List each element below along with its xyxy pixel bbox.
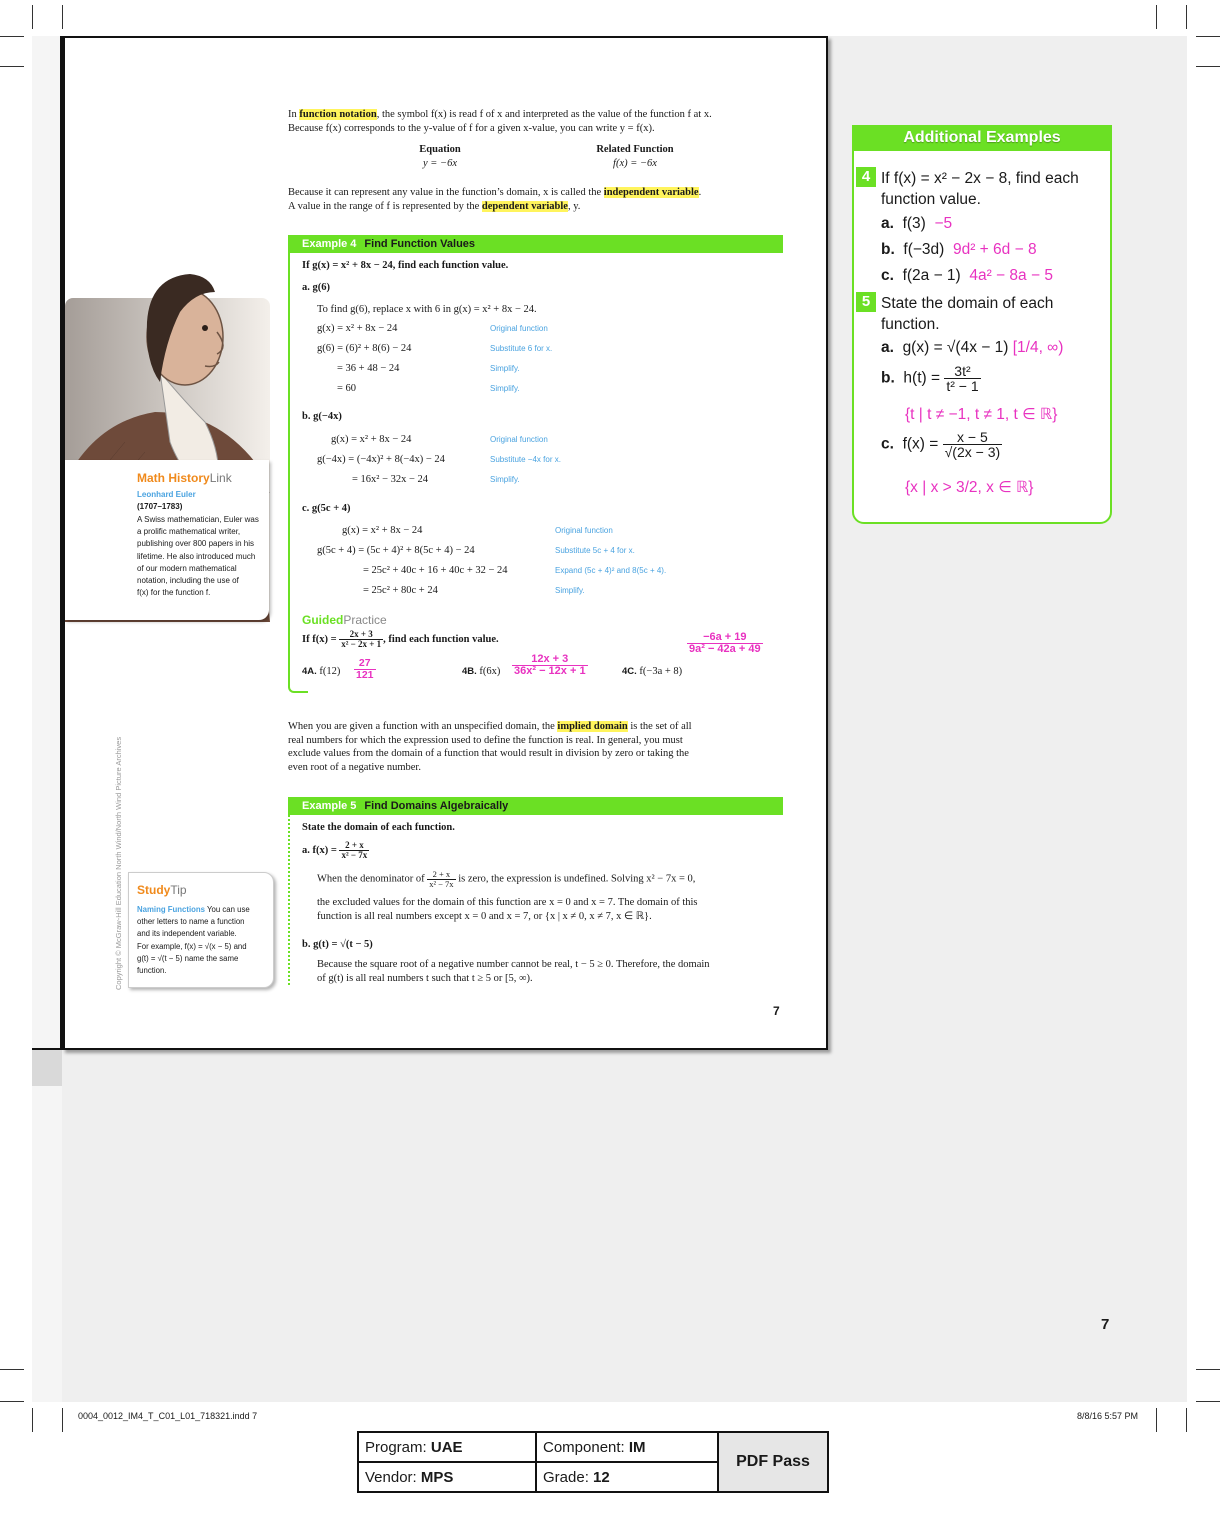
para-text: When the denominator of xyxy=(317,873,425,885)
q5c-answer: {x | x > 3/2, x ∈ ℝ} xyxy=(905,479,1034,496)
fraction-denominator: x² − 2x + 1 xyxy=(341,639,382,649)
fraction-denominator: t² − 1 xyxy=(946,378,979,394)
q4-item-a xyxy=(881,215,952,233)
para-text: Because it can represent any value in the function’s domain, x is called the xyxy=(288,187,604,198)
fraction-numerator: 2x + 3 xyxy=(339,630,383,640)
item-expr: h(t) = xyxy=(903,369,945,387)
part-b-label: b. g(t) = √(t − 5) xyxy=(302,939,373,950)
example-4-banner xyxy=(288,235,783,253)
part-a-explanation-2 xyxy=(317,896,777,923)
vendor-cell xyxy=(358,1462,536,1492)
question-expr: f(−3a + 8) xyxy=(639,666,683,677)
step-note: Original function xyxy=(490,435,548,444)
history-line: notation, including the use of xyxy=(137,576,239,586)
q4-item-b xyxy=(881,241,1037,259)
example-5-label: Example 5 xyxy=(302,800,357,812)
para-text: . xyxy=(698,187,702,198)
para-text: exclude values from the domain of a function that would result in division by zero or taking the xyxy=(288,748,689,759)
item-expr: f(2a − 1) xyxy=(902,267,961,284)
step-note: Original function xyxy=(490,324,548,333)
item-answer: 9d² + 6d − 8 xyxy=(952,241,1037,258)
photo-credit: Copyright © McGraw-Hill Education North Wind/North Wind Picture Archives xyxy=(114,736,123,990)
answer-denominator: 36x² − 12x + 1 xyxy=(514,665,586,677)
history-line: a prolific mathematical writer, xyxy=(137,527,241,537)
fraction-denominator: x² − 7x xyxy=(429,878,454,889)
question-line: function. xyxy=(881,316,940,333)
guided-4b xyxy=(462,665,500,679)
equation-heading: Equation xyxy=(419,144,461,155)
q5b-answer: {t | t ≠ −1, t ≠ 1, t ∈ ℝ} xyxy=(905,406,1058,423)
step-note: Substitute 5c + 4 for x. xyxy=(555,546,635,555)
para-text: A value in the range of f is represented by the xyxy=(288,200,482,212)
fraction-denominator: √(2x − 3) xyxy=(944,444,1001,460)
answer-4a xyxy=(354,658,376,680)
work-line: = 16x² − 32x − 24 xyxy=(352,474,429,485)
term-independent-variable: independent variable xyxy=(603,187,699,198)
question-expr: f(6x) xyxy=(479,666,501,677)
history-dates: (1707–1783) xyxy=(137,502,183,511)
related-column xyxy=(580,143,690,170)
grade-value: 12 xyxy=(593,1468,610,1486)
work-line: = 60 xyxy=(337,383,357,394)
part-b-explanation xyxy=(317,958,777,985)
question-number: 4A. xyxy=(302,666,317,677)
step-note: Simplify. xyxy=(490,475,520,484)
term-dependent-variable: dependent variable xyxy=(481,200,568,212)
tip-line: g(t) = √(t − 5) name the same xyxy=(137,953,239,963)
study-tip-title xyxy=(137,883,187,897)
part-a-intro: To find g(6), replace x with 6 in g(x) = x² + 8x − 24. xyxy=(317,304,537,315)
component-label: Component: xyxy=(543,1438,629,1456)
answer-numerator: 12x + 3 xyxy=(512,654,588,666)
para-text: When you are given a function with an unspecified domain, the xyxy=(288,721,558,732)
work-line: g(x) = x² + 8x − 24 xyxy=(342,525,423,536)
example-4-label: Example 4 xyxy=(302,238,357,250)
example-number-5: 5 xyxy=(856,292,876,312)
additional-q5 xyxy=(881,293,1053,335)
vendor-label: Vendor: xyxy=(365,1468,421,1486)
answer-numerator: 27 xyxy=(354,658,376,670)
prompt-text: If f(x) = xyxy=(302,633,340,645)
item-expr: f(x) = xyxy=(902,435,943,453)
example-4-frame xyxy=(288,253,308,693)
question-line: If f(x) = x² − 2x − 8, find each xyxy=(881,170,1079,187)
item-label: a. xyxy=(881,215,894,232)
item-label: a. xyxy=(881,339,894,356)
step-note: Simplify. xyxy=(490,364,520,373)
item-expr: g(x) = √(4x − 1) xyxy=(902,339,1009,356)
answer-4c xyxy=(687,632,763,655)
question-number: 4C. xyxy=(622,666,637,677)
work-line: = 25c² + 40c + 16 + 40c + 32 − 24 xyxy=(363,565,508,576)
question-number: 4B. xyxy=(462,666,477,677)
history-title xyxy=(137,471,232,485)
tip-line: For example, f(x) = √(x − 5) and xyxy=(137,941,247,951)
binding-tab xyxy=(32,1048,62,1086)
work-line: g(−4x) = (−4x)² + 8(−4x) − 24 xyxy=(317,454,445,465)
step-note: Simplify. xyxy=(555,586,585,595)
para-text: even root of a negative number. xyxy=(288,761,421,773)
history-body xyxy=(137,514,267,599)
question-line: State the domain of each xyxy=(881,295,1054,312)
variables-paragraph xyxy=(288,186,778,213)
work-line: g(6) = (6)² + 8(6) − 24 xyxy=(317,343,412,354)
binding-strip xyxy=(32,36,62,1402)
part-a-explanation xyxy=(317,870,777,888)
fraction-numerator: 2 + x xyxy=(339,841,369,851)
teacher-page-number: 7 xyxy=(1101,1316,1110,1333)
guided-4a xyxy=(302,665,340,679)
history-line: lifetime. He also introduced much xyxy=(137,551,256,561)
additional-q4 xyxy=(881,168,1079,210)
item-answer: −5 xyxy=(934,215,953,232)
guided-4c xyxy=(622,665,682,679)
history-line: of our modern mathematical xyxy=(137,563,237,573)
history-line: f(x) for the function f. xyxy=(137,588,211,598)
guided-prompt xyxy=(302,630,499,649)
part-a-label: a. g(6) xyxy=(302,282,330,293)
part-b-label: b. g(−4x) xyxy=(302,411,342,422)
q5-item-b xyxy=(881,364,981,393)
history-title-b: Link xyxy=(209,471,232,485)
tip-label: Tip xyxy=(170,883,187,897)
tip-line: function. xyxy=(137,966,167,976)
item-label: b. xyxy=(881,241,895,258)
question-line: function value. xyxy=(881,191,981,208)
para-text: function is all real numbers except x = 0 and x = 7, or {x | x ≠ 0, x ≠ 7, x ∈ ℝ}. xyxy=(317,910,652,922)
para-text: the excluded values for the domain of this function are x = 0 and x = 7. The domain of this xyxy=(317,897,698,908)
step-note: Original function xyxy=(555,526,613,535)
tip-line: other letters to name a function xyxy=(137,917,245,927)
additional-examples-header: Additional Examples xyxy=(852,125,1112,151)
component-value: IM xyxy=(628,1438,646,1456)
intro-text: In xyxy=(288,109,300,120)
work-line: g(x) = x² + 8x − 24 xyxy=(331,434,412,445)
tip-line: You can use xyxy=(207,905,250,914)
intro-text: Because f(x) corresponds to the y-value of f for a given x-value, you can write y = f(x). xyxy=(288,122,655,134)
related-value: f(x) = −6x xyxy=(613,157,657,169)
fraction-numerator: x − 5 xyxy=(943,430,1003,445)
history-person-name: Leonhard Euler xyxy=(137,490,196,499)
para-text: is the set of all xyxy=(627,721,692,732)
question-expr: f(12) xyxy=(319,666,341,677)
answer-numerator: −6a + 19 xyxy=(687,632,763,644)
para-text: real numbers for which the expression used to define the function is real. In general, you must xyxy=(288,734,683,746)
step-note: Substitute −4x for x. xyxy=(490,455,561,464)
work-line: = 36 + 48 − 24 xyxy=(337,363,400,374)
fraction-numerator: 2 + x xyxy=(427,870,455,880)
study-tip-body xyxy=(137,904,271,977)
q4-item-c xyxy=(881,267,1053,285)
example-number-4: 4 xyxy=(856,167,876,187)
implied-domain-paragraph xyxy=(288,720,768,774)
item-label: c. xyxy=(881,435,894,453)
para-text: of g(t) is all real numbers t such that t ≥ 5 or [5, ∞). xyxy=(317,972,533,984)
grade-cell xyxy=(536,1462,718,1492)
q5-item-a xyxy=(881,339,1063,357)
program-value: UAE xyxy=(430,1438,463,1456)
example-4-title: Find Function Values xyxy=(364,238,476,250)
item-expr: f(3) xyxy=(902,215,926,232)
intro-text: , the symbol f(x) is read f of x and interpreted as the value of the function f at x. xyxy=(376,109,712,120)
part-label: a. f(x) = xyxy=(302,844,340,856)
vendor-value: MPS xyxy=(420,1468,454,1486)
para-text: , y. xyxy=(567,200,581,212)
production-slug xyxy=(357,1431,829,1493)
fraction-denominator: x² − 7x xyxy=(341,850,368,860)
item-expr: f(−3d) xyxy=(903,241,945,258)
status-cell: PDF Pass xyxy=(718,1432,828,1492)
study-label: Study xyxy=(137,883,171,897)
related-heading: Related Function xyxy=(596,144,674,155)
history-line: A Swiss mathematician, Euler was xyxy=(137,515,259,524)
guided-practice-heading xyxy=(302,613,387,627)
step-note: Expand (5c + 4)² and 8(5c + 4). xyxy=(555,566,667,575)
guided-label: Guided xyxy=(302,613,344,627)
step-note: Substitute 6 for x. xyxy=(490,344,553,353)
para-text: Because the square root of a negative number cannot be real, t − 5 ≥ 0. Therefore, the domain xyxy=(317,959,710,970)
equation-column xyxy=(395,143,485,170)
part-c-label: c. g(5c + 4) xyxy=(302,503,351,514)
answer-denominator: 9a² − 42a + 49 xyxy=(689,643,761,655)
work-line: g(5c + 4) = (5c + 4)² + 8(5c + 4) − 24 xyxy=(317,545,475,556)
step-note: Simplify. xyxy=(490,384,520,393)
item-answer: 4a² − 8a − 5 xyxy=(969,267,1053,284)
answer-denominator: 121 xyxy=(356,668,374,681)
component-cell xyxy=(536,1432,718,1462)
program-label: Program: xyxy=(365,1438,431,1456)
program-cell xyxy=(358,1432,536,1462)
term-function-notation: function notation xyxy=(299,109,377,120)
item-answer: [1/4, ∞) xyxy=(1012,339,1064,356)
work-line: g(x) = x² + 8x − 24 xyxy=(317,323,398,334)
item-label: b. xyxy=(881,369,895,387)
file-name: 0004_0012_IM4_T_C01_L01_718321.indd 7 xyxy=(78,1411,258,1421)
item-label: c. xyxy=(881,267,894,284)
intro-paragraph xyxy=(288,108,768,135)
grade-label: Grade: xyxy=(543,1468,594,1486)
tip-line: and its independent variable. xyxy=(137,929,237,939)
answer-4b xyxy=(512,654,588,677)
example-5-frame xyxy=(288,815,290,985)
example-5-title: Find Domains Algebraically xyxy=(364,800,509,812)
equation-value: y = −6x xyxy=(423,157,457,169)
q5-item-c xyxy=(881,430,1002,459)
para-text: is zero, the expression is undefined. Solving x² − 7x = 0, xyxy=(458,873,696,885)
example-5-prompt: State the domain of each function. xyxy=(302,822,455,833)
example-4-prompt: If g(x) = x² + 8x − 24, find each function value. xyxy=(302,260,509,271)
file-date: 8/8/16 5:57 PM xyxy=(1077,1411,1139,1421)
work-line: = 25c² + 80c + 24 xyxy=(363,585,438,596)
history-line: publishing over 800 papers in his xyxy=(137,539,254,549)
fraction-numerator: 3t² xyxy=(944,364,980,379)
study-tip xyxy=(128,872,274,988)
example-5-banner xyxy=(288,797,783,815)
part-a-label xyxy=(302,841,369,860)
page-number: 7 xyxy=(773,1004,780,1018)
practice-label: Practice xyxy=(343,613,387,627)
prompt-text: , find each function value. xyxy=(383,633,499,645)
study-tip-subtitle: Naming Functions xyxy=(137,905,206,914)
term-implied-domain: implied domain xyxy=(557,721,628,732)
history-title-a: Math History xyxy=(137,471,210,485)
